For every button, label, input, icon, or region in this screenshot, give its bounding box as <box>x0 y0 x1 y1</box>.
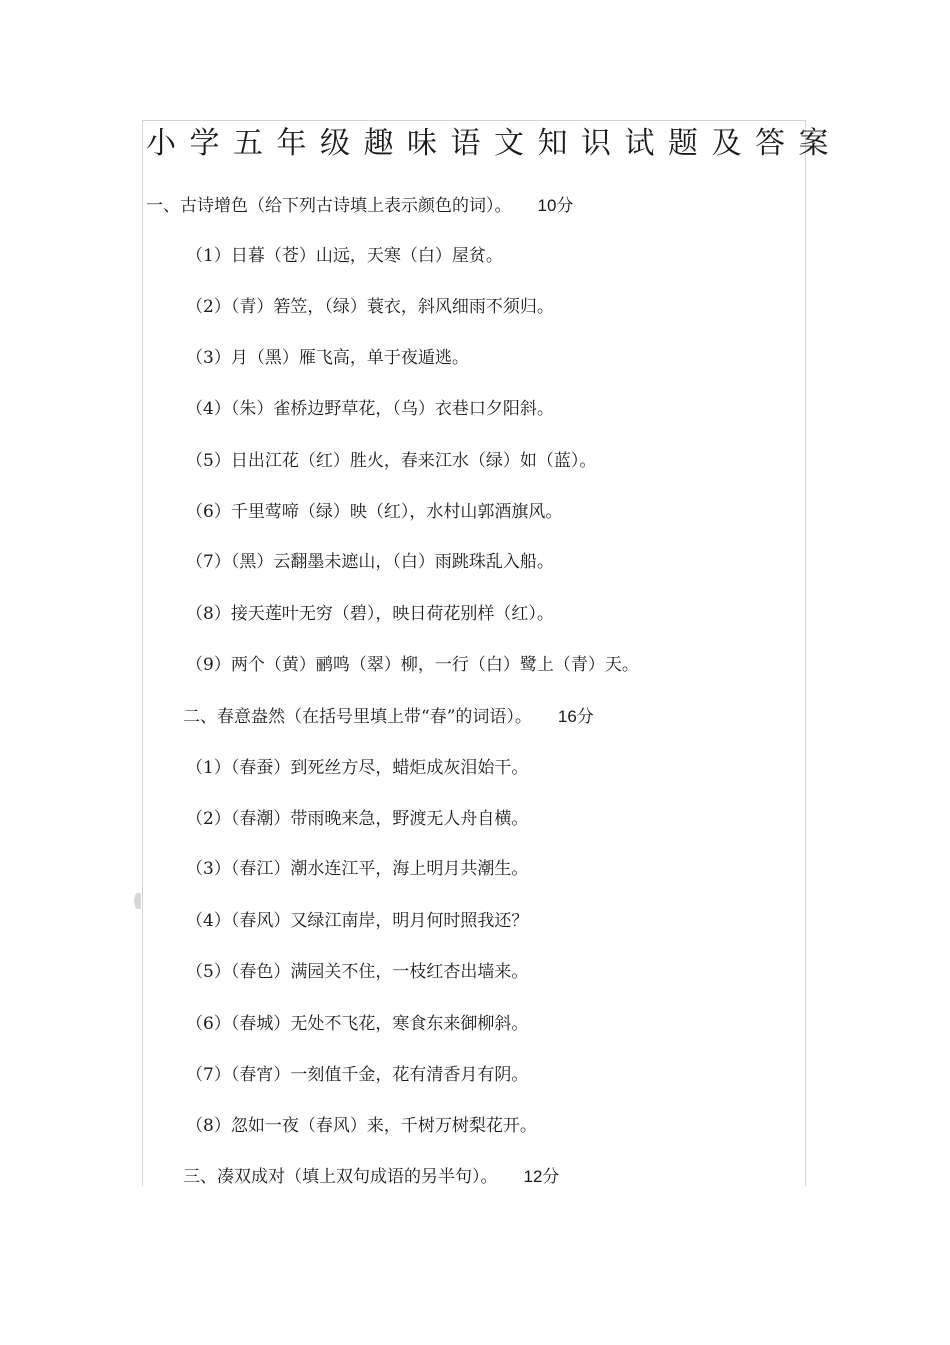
question-item: （8）忽如一夜（春风）来，千树万树梨花开。 <box>186 1116 537 1136</box>
section-score: 16分 <box>557 707 594 726</box>
question-item: （5）（春色）满园关不住，一枝红杏出墙来。 <box>186 962 529 982</box>
question-item: （1）日暮（苍）山远，天寒（白）屋贫。 <box>186 246 503 266</box>
question-item: （7）（春宵）一刻值千金，花有清香月有阴。 <box>186 1065 529 1085</box>
section-heading-2 <box>183 705 594 729</box>
section-heading-text: 二、春意盎然（在括号里填上带“春”的词语）。 <box>183 707 532 727</box>
section-score: 12分 <box>523 1167 560 1186</box>
document-title: 小学五年级趣味语文知识试题及答案 <box>146 126 842 161</box>
question-item: （6）（春城）无处不飞花，寒食东来御柳斜。 <box>186 1014 529 1034</box>
section-heading-3 <box>183 1165 559 1189</box>
question-item: （3）月（黑）雁飞高，单于夜遁逃。 <box>186 348 469 368</box>
question-item: （3）（春江）潮水连江平，海上明月共潮生。 <box>186 859 529 879</box>
question-item: （9）两个（黄）鹂鸣（翠）柳，一行（白）鹭上（青）天。 <box>186 655 639 675</box>
question-item: （4）（朱）雀桥边野草花，（乌）衣巷口夕阳斜。 <box>186 399 554 419</box>
question-item: （4）（春风）又绿江南岸，明月何时照我还？ <box>186 911 529 931</box>
page-edge-mark <box>134 893 141 909</box>
question-item: （2）（春潮）带雨晚来急，野渡无人舟自横。 <box>186 809 529 829</box>
section-heading-text: 一、古诗增色（给下列古诗填上表示颜色的词）。 <box>146 196 512 216</box>
section-heading-1 <box>146 194 573 218</box>
question-item: （2）（青）箬笠，（绿）蓑衣，斜风细雨不须归。 <box>186 297 554 317</box>
question-item: （5）日出江花（红）胜火，春来江水（绿）如（蓝）。 <box>186 451 597 471</box>
question-item: （1）（春蚕）到死丝方尽，蜡炬成灰泪始干。 <box>186 758 529 778</box>
question-item: （7）（黑）云翻墨未遮山，（白）雨跳珠乱入船。 <box>186 552 554 572</box>
section-score: 10分 <box>537 196 574 215</box>
question-item: （8）接天莲叶无穷（碧），映日荷花别样（红）。 <box>186 604 554 624</box>
section-heading-text: 三、凑双成对（填上双句成语的另半句）。 <box>183 1167 498 1187</box>
question-item: （6）千里莺啼（绿）映（红），水村山郭酒旗风。 <box>186 502 563 522</box>
